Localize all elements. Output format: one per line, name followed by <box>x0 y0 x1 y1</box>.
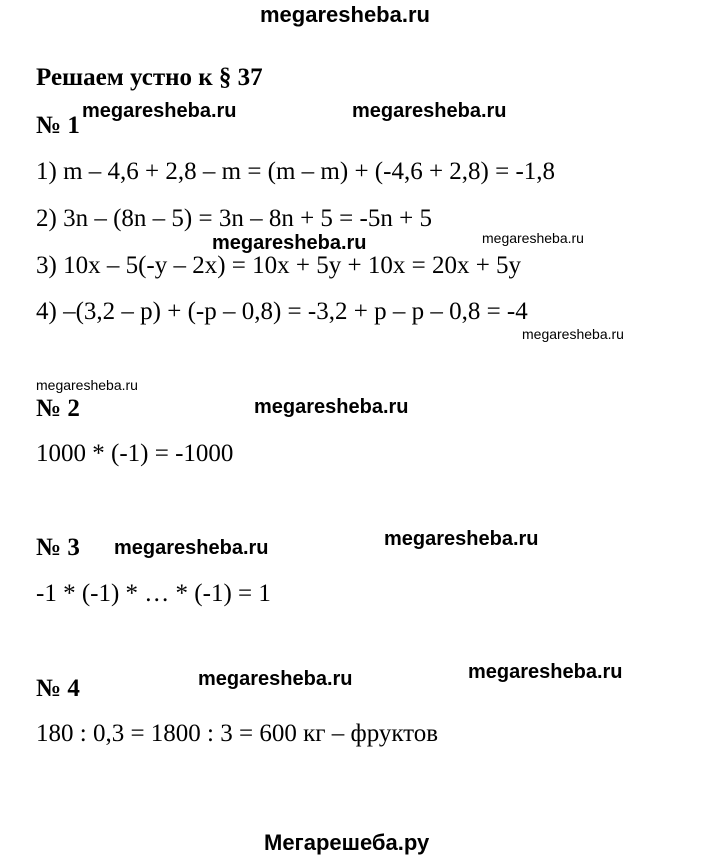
watermark: megaresheba.ru <box>114 537 269 559</box>
page-title: Решаем устно к § 37 <box>36 64 263 91</box>
watermark: megaresheba.ru <box>212 232 367 254</box>
task-1-line-1: 1) m – 4,6 + 2,8 – m = (m – m) + (-4,6 + 2,8) = -1,8 <box>36 158 556 185</box>
task-2-number: № 2 <box>36 395 80 422</box>
task-1-line-2: 2) 3n – (8n – 5) = 3n – 8n + 5 = -5n + 5 <box>36 205 432 232</box>
task-1-line-3: 3) 10x – 5(-y – 2x) = 10x + 5y + 10x = 20x + 5y <box>36 252 522 279</box>
task-4-number: № 4 <box>36 675 80 702</box>
watermark: megaresheba.ru <box>36 377 138 393</box>
footer-site-name: Мегарешеба.ру <box>264 830 430 855</box>
task-2-line: 1000 * (-1) = -1000 <box>36 440 234 467</box>
watermark: megaresheba.ru <box>482 230 584 246</box>
watermark: megaresheba.ru <box>352 100 507 122</box>
watermark: megaresheba.ru <box>198 668 353 690</box>
watermark: megaresheba.ru <box>254 396 409 418</box>
watermark: megaresheba.ru <box>522 326 624 342</box>
watermark: megaresheba.ru <box>384 528 539 550</box>
task-4-line: 180 : 0,3 = 1800 : 3 = 600 кг – фруктов <box>36 720 439 747</box>
watermark: megaresheba.ru <box>468 661 623 683</box>
task-3-line: -1 * (-1) * … * (-1) = 1 <box>36 580 271 607</box>
watermark: megaresheba.ru <box>82 100 237 122</box>
task-3-number: № 3 <box>36 534 80 561</box>
header-site-name: megaresheba.ru <box>260 2 430 27</box>
task-1-number: № 1 <box>36 112 80 139</box>
task-1-line-4: 4) –(3,2 – p) + (-p – 0,8) = -3,2 + p – p – 0,8 = -4 <box>36 298 528 325</box>
